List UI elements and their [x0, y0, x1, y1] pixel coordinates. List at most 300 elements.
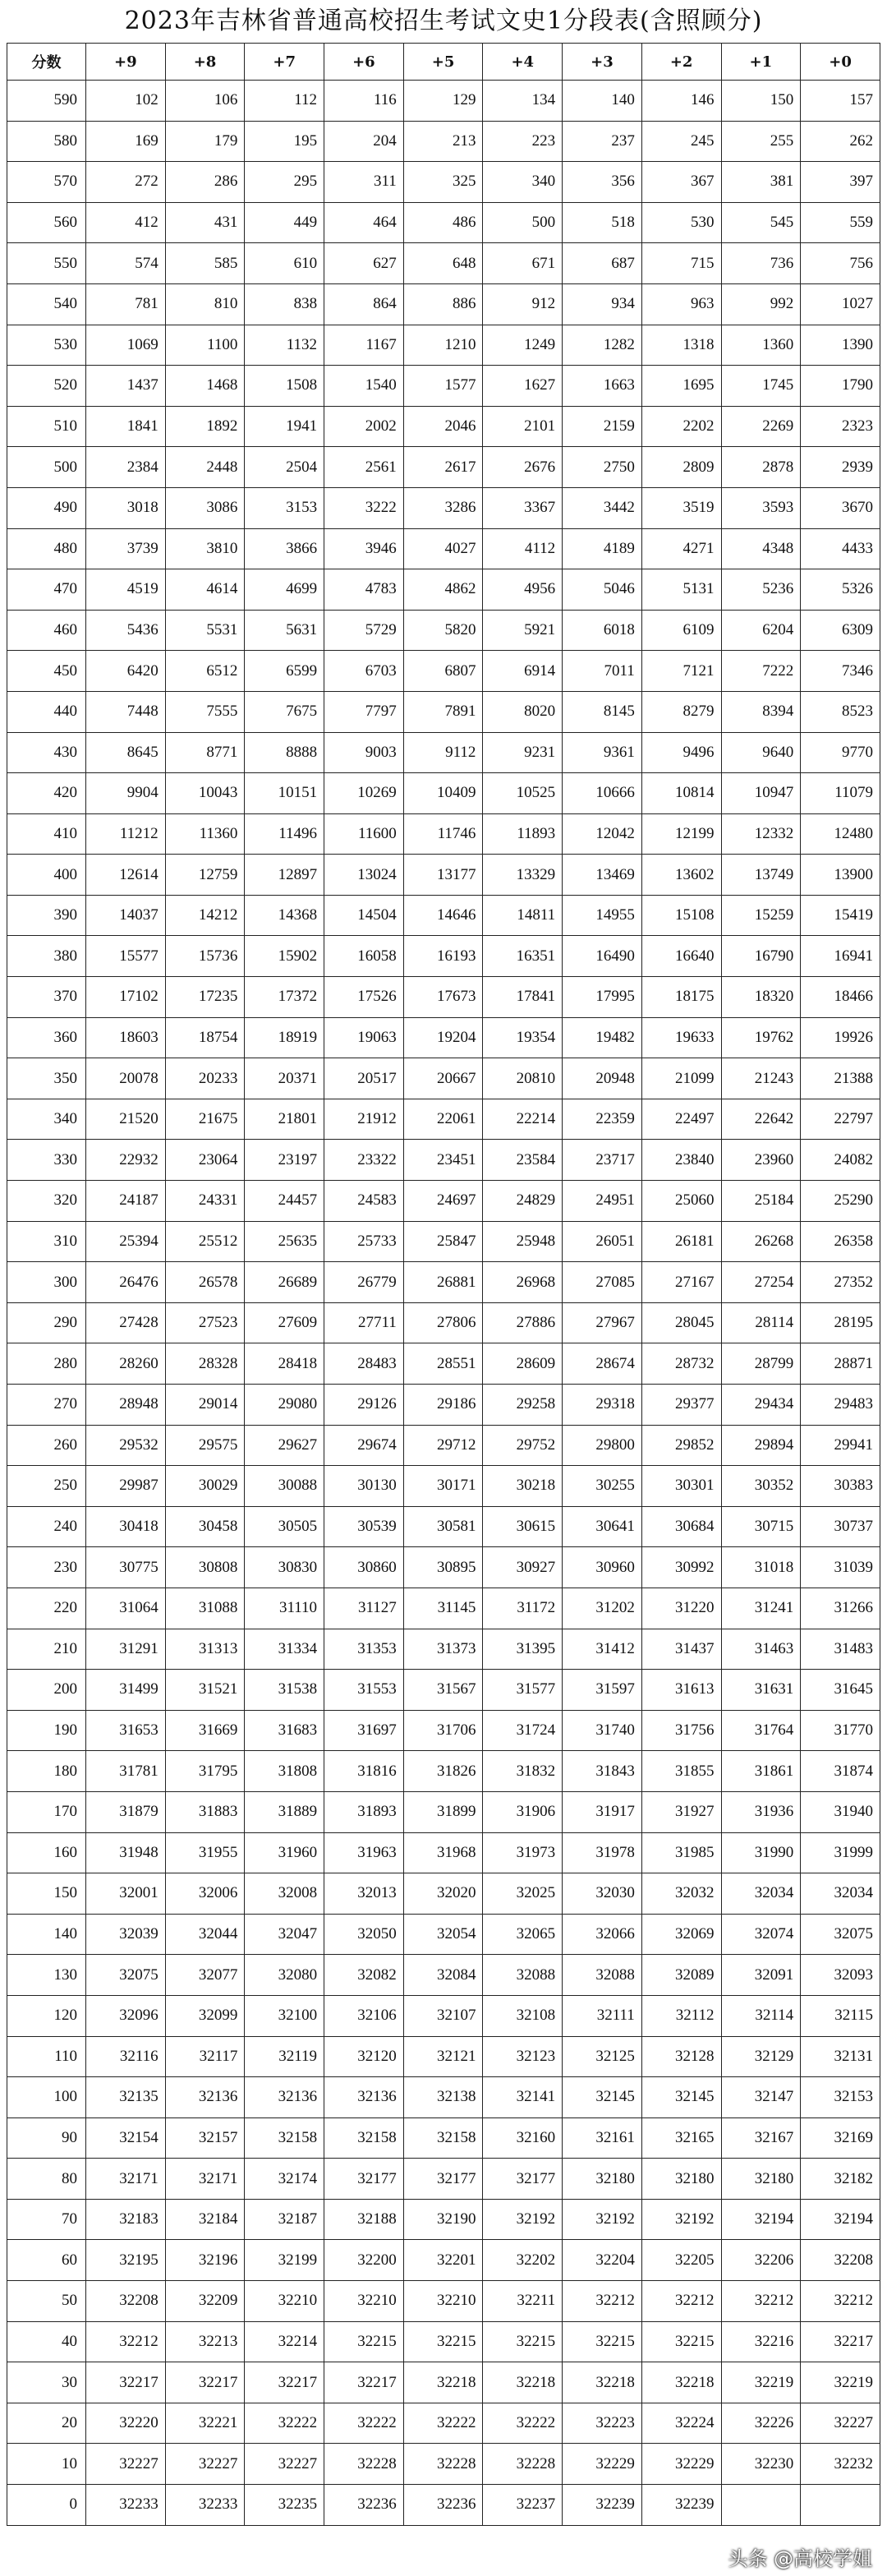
count-cell: 2448	[165, 447, 245, 488]
count-cell: 585	[165, 243, 245, 284]
count-cell: 31577	[483, 1670, 563, 1711]
count-cell: 16058	[324, 936, 404, 977]
score-cell: 100	[7, 2077, 86, 2118]
score-cell: 550	[7, 243, 86, 284]
count-cell: 29377	[641, 1385, 721, 1426]
count-cell: 340	[483, 162, 563, 203]
count-cell: 17372	[245, 977, 324, 1018]
score-cell: 290	[7, 1302, 86, 1343]
count-cell: 6807	[403, 651, 483, 692]
count-cell: 31770	[801, 1710, 880, 1751]
count-cell: 9361	[563, 732, 642, 773]
count-cell: 26051	[563, 1221, 642, 1262]
table-row	[7, 2362, 880, 2403]
table-row	[7, 691, 880, 732]
count-cell: 32228	[324, 2444, 404, 2485]
table-row	[7, 2159, 880, 2200]
count-cell: 412	[86, 202, 166, 243]
count-cell: 14504	[324, 895, 404, 936]
count-cell: 32114	[721, 1995, 801, 2036]
count-cell: 32006	[165, 1873, 245, 1915]
count-cell: 886	[403, 283, 483, 325]
count-cell: 32217	[86, 2362, 166, 2403]
score-cell: 370	[7, 977, 86, 1018]
count-cell: 3593	[721, 487, 801, 528]
count-cell: 30352	[721, 1466, 801, 1507]
count-cell: 29186	[403, 1385, 483, 1426]
count-cell: 8523	[801, 691, 880, 732]
table-row	[7, 1343, 880, 1385]
count-cell: 32138	[403, 2077, 483, 2118]
count-cell: 464	[324, 202, 404, 243]
score-cell: 140	[7, 1914, 86, 1955]
count-cell: 4862	[403, 569, 483, 611]
count-cell: 32183	[86, 2199, 166, 2240]
count-cell: 2939	[801, 447, 880, 488]
count-cell: 3810	[165, 528, 245, 569]
count-cell: 31756	[641, 1710, 721, 1751]
score-cell: 440	[7, 691, 86, 732]
count-cell: 31973	[483, 1832, 563, 1873]
count-cell: 32131	[801, 2036, 880, 2077]
count-cell: 32230	[721, 2444, 801, 2485]
count-cell: 29575	[165, 1425, 245, 1466]
count-cell: 31826	[403, 1751, 483, 1792]
count-cell: 32227	[165, 2444, 245, 2485]
count-cell: 29894	[721, 1425, 801, 1466]
count-cell: 17235	[165, 977, 245, 1018]
count-cell: 5631	[245, 610, 324, 651]
count-cell: 32158	[324, 2117, 404, 2159]
count-cell: 18466	[801, 977, 880, 1018]
count-cell: 3946	[324, 528, 404, 569]
score-cell: 150	[7, 1873, 86, 1915]
count-cell: 11746	[403, 813, 483, 855]
count-cell: 14212	[165, 895, 245, 936]
table-row	[7, 1791, 880, 1832]
count-cell: 32160	[483, 2117, 563, 2159]
count-cell: 545	[721, 202, 801, 243]
count-cell: 30539	[324, 1506, 404, 1547]
count-cell: 31395	[483, 1629, 563, 1670]
count-cell: 32187	[245, 2199, 324, 2240]
table-row	[7, 2281, 880, 2322]
count-cell: 14811	[483, 895, 563, 936]
count-cell: 3018	[86, 487, 166, 528]
count-cell: 20233	[165, 1058, 245, 1099]
count-cell: 1318	[641, 325, 721, 366]
count-cell: 367	[641, 162, 721, 203]
table-row	[7, 2444, 880, 2485]
count-cell: 13749	[721, 855, 801, 896]
table-row	[7, 773, 880, 814]
table-row	[7, 2077, 880, 2118]
table-row	[7, 1629, 880, 1670]
count-cell: 32213	[165, 2321, 245, 2362]
count-cell: 28609	[483, 1343, 563, 1385]
count-cell: 1069	[86, 325, 166, 366]
header-offset: +2	[641, 44, 721, 81]
count-cell: 27167	[641, 1262, 721, 1303]
count-cell: 146	[641, 81, 721, 122]
count-cell: 31906	[483, 1791, 563, 1832]
count-cell: 29752	[483, 1425, 563, 1466]
count-cell: 25394	[86, 1221, 166, 1262]
count-cell: 23451	[403, 1140, 483, 1181]
score-cell: 570	[7, 162, 86, 203]
count-cell: 32212	[721, 2281, 801, 2322]
count-cell: 30218	[483, 1466, 563, 1507]
count-cell: 11360	[165, 813, 245, 855]
count-cell: 610	[245, 243, 324, 284]
count-cell: 27967	[563, 1302, 642, 1343]
count-cell: 32195	[86, 2240, 166, 2281]
count-cell: 32030	[563, 1873, 642, 1915]
count-cell: 32093	[801, 1955, 880, 1996]
count-cell: 17102	[86, 977, 166, 1018]
count-cell: 15736	[165, 936, 245, 977]
count-cell: 5820	[403, 610, 483, 651]
count-cell: 29483	[801, 1385, 880, 1426]
count-cell: 19482	[563, 1017, 642, 1058]
count-cell: 6018	[563, 610, 642, 651]
count-cell: 1100	[165, 325, 245, 366]
count-cell: 1508	[245, 366, 324, 407]
count-cell: 2750	[563, 447, 642, 488]
count-cell: 32177	[324, 2159, 404, 2200]
count-cell: 32117	[165, 2036, 245, 2077]
count-cell: 32182	[801, 2159, 880, 2200]
table-row	[7, 447, 880, 488]
count-cell: 32192	[641, 2199, 721, 2240]
count-cell: 3222	[324, 487, 404, 528]
count-cell: 32013	[324, 1873, 404, 1915]
table-row	[7, 1547, 880, 1588]
count-cell: 500	[483, 202, 563, 243]
count-cell: 21801	[245, 1099, 324, 1140]
table-row	[7, 1181, 880, 1222]
count-cell: 23717	[563, 1140, 642, 1181]
count-cell: 4956	[483, 569, 563, 611]
count-cell: 25733	[324, 1221, 404, 1262]
count-cell: 31861	[721, 1751, 801, 1792]
count-cell: 10666	[563, 773, 642, 814]
score-cell: 10	[7, 2444, 86, 2485]
count-cell: 32158	[245, 2117, 324, 2159]
count-cell: 14368	[245, 895, 324, 936]
score-cell: 240	[7, 1506, 86, 1547]
count-cell: 31538	[245, 1670, 324, 1711]
count-cell: 32075	[86, 1955, 166, 1996]
count-cell: 21675	[165, 1099, 245, 1140]
count-cell: 15419	[801, 895, 880, 936]
count-cell: 29014	[165, 1385, 245, 1426]
count-cell: 3153	[245, 487, 324, 528]
count-cell: 30860	[324, 1547, 404, 1588]
table-header-row	[7, 44, 880, 81]
table-row	[7, 1099, 880, 1140]
count-cell: 11079	[801, 773, 880, 814]
table-row	[7, 1832, 880, 1873]
count-cell: 1468	[165, 366, 245, 407]
score-cell: 360	[7, 1017, 86, 1058]
count-cell: 6599	[245, 651, 324, 692]
count-cell: 28732	[641, 1343, 721, 1385]
count-cell: 32228	[403, 2444, 483, 2485]
count-cell: 31613	[641, 1670, 721, 1711]
count-cell: 31899	[403, 1791, 483, 1832]
count-cell: 134	[483, 81, 563, 122]
count-cell: 31334	[245, 1629, 324, 1670]
count-cell: 32239	[641, 2485, 721, 2526]
count-cell: 4112	[483, 528, 563, 569]
table-row	[7, 1914, 880, 1955]
count-cell: 2878	[721, 447, 801, 488]
table-row	[7, 977, 880, 1018]
count-cell: 29941	[801, 1425, 880, 1466]
count-cell: 3519	[641, 487, 721, 528]
count-cell: 2159	[563, 406, 642, 447]
count-cell: 12614	[86, 855, 166, 896]
count-cell: 31172	[483, 1588, 563, 1629]
count-cell: 31808	[245, 1751, 324, 1792]
count-cell: 31968	[403, 1832, 483, 1873]
count-cell: 32125	[563, 2036, 642, 2077]
count-cell: 18603	[86, 1017, 166, 1058]
count-cell: 23322	[324, 1140, 404, 1181]
count-cell: 32210	[403, 2281, 483, 2322]
count-cell: 32096	[86, 1995, 166, 2036]
count-cell: 1695	[641, 366, 721, 407]
count-cell: 150	[721, 81, 801, 122]
count-cell: 687	[563, 243, 642, 284]
table-row	[7, 569, 880, 611]
count-cell: 31985	[641, 1832, 721, 1873]
count-cell: 16351	[483, 936, 563, 977]
count-cell: 6109	[641, 610, 721, 651]
count-cell: 9231	[483, 732, 563, 773]
count-cell: 29532	[86, 1425, 166, 1466]
count-cell: 32107	[403, 1995, 483, 2036]
count-cell: 25184	[721, 1181, 801, 1222]
count-cell: 32211	[483, 2281, 563, 2322]
count-cell: 1941	[245, 406, 324, 447]
count-cell: 6512	[165, 651, 245, 692]
count-cell: 32136	[245, 2077, 324, 2118]
count-cell: 31927	[641, 1791, 721, 1832]
count-cell: 32219	[801, 2362, 880, 2403]
count-cell: 32129	[721, 2036, 801, 2077]
count-cell: 32154	[86, 2117, 166, 2159]
count-cell: 27523	[165, 1302, 245, 1343]
count-cell: 32177	[483, 2159, 563, 2200]
count-cell: 32180	[721, 2159, 801, 2200]
count-cell: 912	[483, 283, 563, 325]
count-cell: 559	[801, 202, 880, 243]
table-row	[7, 283, 880, 325]
count-cell: 32136	[165, 2077, 245, 2118]
count-cell: 31437	[641, 1629, 721, 1670]
count-cell: 32069	[641, 1914, 721, 1955]
count-cell: 32194	[721, 2199, 801, 2240]
count-cell: 31724	[483, 1710, 563, 1751]
count-cell: 16941	[801, 936, 880, 977]
count-cell: 1167	[324, 325, 404, 366]
count-cell: 21520	[86, 1099, 166, 1140]
count-cell: 5531	[165, 610, 245, 651]
count-cell: 28418	[245, 1343, 324, 1385]
count-cell: 31463	[721, 1629, 801, 1670]
count-cell: 262	[801, 121, 880, 162]
count-cell: 23960	[721, 1140, 801, 1181]
count-cell: 245	[641, 121, 721, 162]
count-cell: 32233	[165, 2485, 245, 2526]
count-cell: 31795	[165, 1751, 245, 1792]
score-cell: 510	[7, 406, 86, 447]
count-cell: 32217	[245, 2362, 324, 2403]
count-cell: 20810	[483, 1058, 563, 1099]
count-cell: 32215	[324, 2321, 404, 2362]
count-cell: 19762	[721, 1017, 801, 1058]
count-cell: 32232	[801, 2444, 880, 2485]
count-cell: 32108	[483, 1995, 563, 2036]
count-cell: 31764	[721, 1710, 801, 1751]
count-cell: 31597	[563, 1670, 642, 1711]
count-cell: 195	[245, 121, 324, 162]
score-cell: 340	[7, 1099, 86, 1140]
count-cell: 21912	[324, 1099, 404, 1140]
count-cell: 4433	[801, 528, 880, 569]
count-cell: 28045	[641, 1302, 721, 1343]
table-row	[7, 2036, 880, 2077]
count-cell: 29434	[721, 1385, 801, 1426]
count-cell: 32091	[721, 1955, 801, 1996]
count-cell: 12897	[245, 855, 324, 896]
count-cell: 31879	[86, 1791, 166, 1832]
count-cell: 17995	[563, 977, 642, 1018]
count-cell: 1390	[801, 325, 880, 366]
count-cell: 28114	[721, 1302, 801, 1343]
count-cell: 32034	[721, 1873, 801, 1915]
count-cell: 26881	[403, 1262, 483, 1303]
count-cell: 27085	[563, 1262, 642, 1303]
count-cell: 5046	[563, 569, 642, 611]
count-cell: 518	[563, 202, 642, 243]
count-cell: 30808	[165, 1547, 245, 1588]
header-offset: +8	[165, 44, 245, 81]
table-row	[7, 1262, 880, 1303]
count-cell: 9496	[641, 732, 721, 773]
header-score: 分数	[7, 44, 86, 81]
count-cell: 756	[801, 243, 880, 284]
table-row	[7, 936, 880, 977]
count-cell: 32099	[165, 1995, 245, 2036]
count-cell: 11600	[324, 813, 404, 855]
count-cell: 3670	[801, 487, 880, 528]
count-cell: 2809	[641, 447, 721, 488]
table-row	[7, 2403, 880, 2444]
count-cell: 31948	[86, 1832, 166, 1873]
count-cell: 32147	[721, 2077, 801, 2118]
count-cell: 32039	[86, 1914, 166, 1955]
table-row	[7, 487, 880, 528]
table-row	[7, 1955, 880, 1996]
count-cell: 28948	[86, 1385, 166, 1426]
count-cell: 31936	[721, 1791, 801, 1832]
count-cell: 31683	[245, 1710, 324, 1751]
count-cell: 31483	[801, 1629, 880, 1670]
score-cell: 70	[7, 2199, 86, 2240]
count-cell: 18320	[721, 977, 801, 1018]
count-cell: 15902	[245, 936, 324, 977]
count-cell: 32165	[641, 2117, 721, 2159]
count-cell: 32217	[165, 2362, 245, 2403]
score-cell: 310	[7, 1221, 86, 1262]
count-cell: 10269	[324, 773, 404, 814]
score-cell: 130	[7, 1955, 86, 1996]
count-cell: 1663	[563, 366, 642, 407]
table-row	[7, 2240, 880, 2281]
table-row	[7, 813, 880, 855]
count-cell: 29258	[483, 1385, 563, 1426]
count-cell: 27352	[801, 1262, 880, 1303]
count-cell: 7011	[563, 651, 642, 692]
count-cell: 22061	[403, 1099, 483, 1140]
score-cell: 330	[7, 1140, 86, 1181]
count-cell: 32025	[483, 1873, 563, 1915]
count-cell: 32050	[324, 1914, 404, 1955]
count-cell: 5131	[641, 569, 721, 611]
score-cell: 30	[7, 2362, 86, 2403]
count-cell: 32228	[483, 2444, 563, 2485]
count-cell: 5236	[721, 569, 801, 611]
table-row	[7, 2199, 880, 2240]
count-cell: 9770	[801, 732, 880, 773]
table-row	[7, 406, 880, 447]
table-row	[7, 1466, 880, 1507]
count-cell: 2269	[721, 406, 801, 447]
count-cell: 22497	[641, 1099, 721, 1140]
count-cell: 31499	[86, 1670, 166, 1711]
count-cell: 7797	[324, 691, 404, 732]
count-cell: 30684	[641, 1506, 721, 1547]
count-cell: 3739	[86, 528, 166, 569]
count-cell: 1627	[483, 366, 563, 407]
count-cell: 26181	[641, 1221, 721, 1262]
count-cell: 27806	[403, 1302, 483, 1343]
count-cell: 25635	[245, 1221, 324, 1262]
count-cell: 16490	[563, 936, 642, 977]
count-cell: 28871	[801, 1343, 880, 1385]
count-cell: 24082	[801, 1140, 880, 1181]
count-cell: 7448	[86, 691, 166, 732]
count-cell: 14037	[86, 895, 166, 936]
count-cell: 29627	[245, 1425, 324, 1466]
score-table	[7, 43, 880, 2526]
count-cell: 31521	[165, 1670, 245, 1711]
count-cell: 32196	[165, 2240, 245, 2281]
score-cell: 320	[7, 1181, 86, 1222]
count-cell: 32222	[403, 2403, 483, 2444]
count-cell: 21099	[641, 1058, 721, 1099]
score-cell: 210	[7, 1629, 86, 1670]
count-cell: 10525	[483, 773, 563, 814]
count-cell: 32227	[86, 2444, 166, 2485]
count-cell: 2504	[245, 447, 324, 488]
count-cell: 25948	[483, 1221, 563, 1262]
count-cell: 13469	[563, 855, 642, 896]
count-cell: 325	[403, 162, 483, 203]
